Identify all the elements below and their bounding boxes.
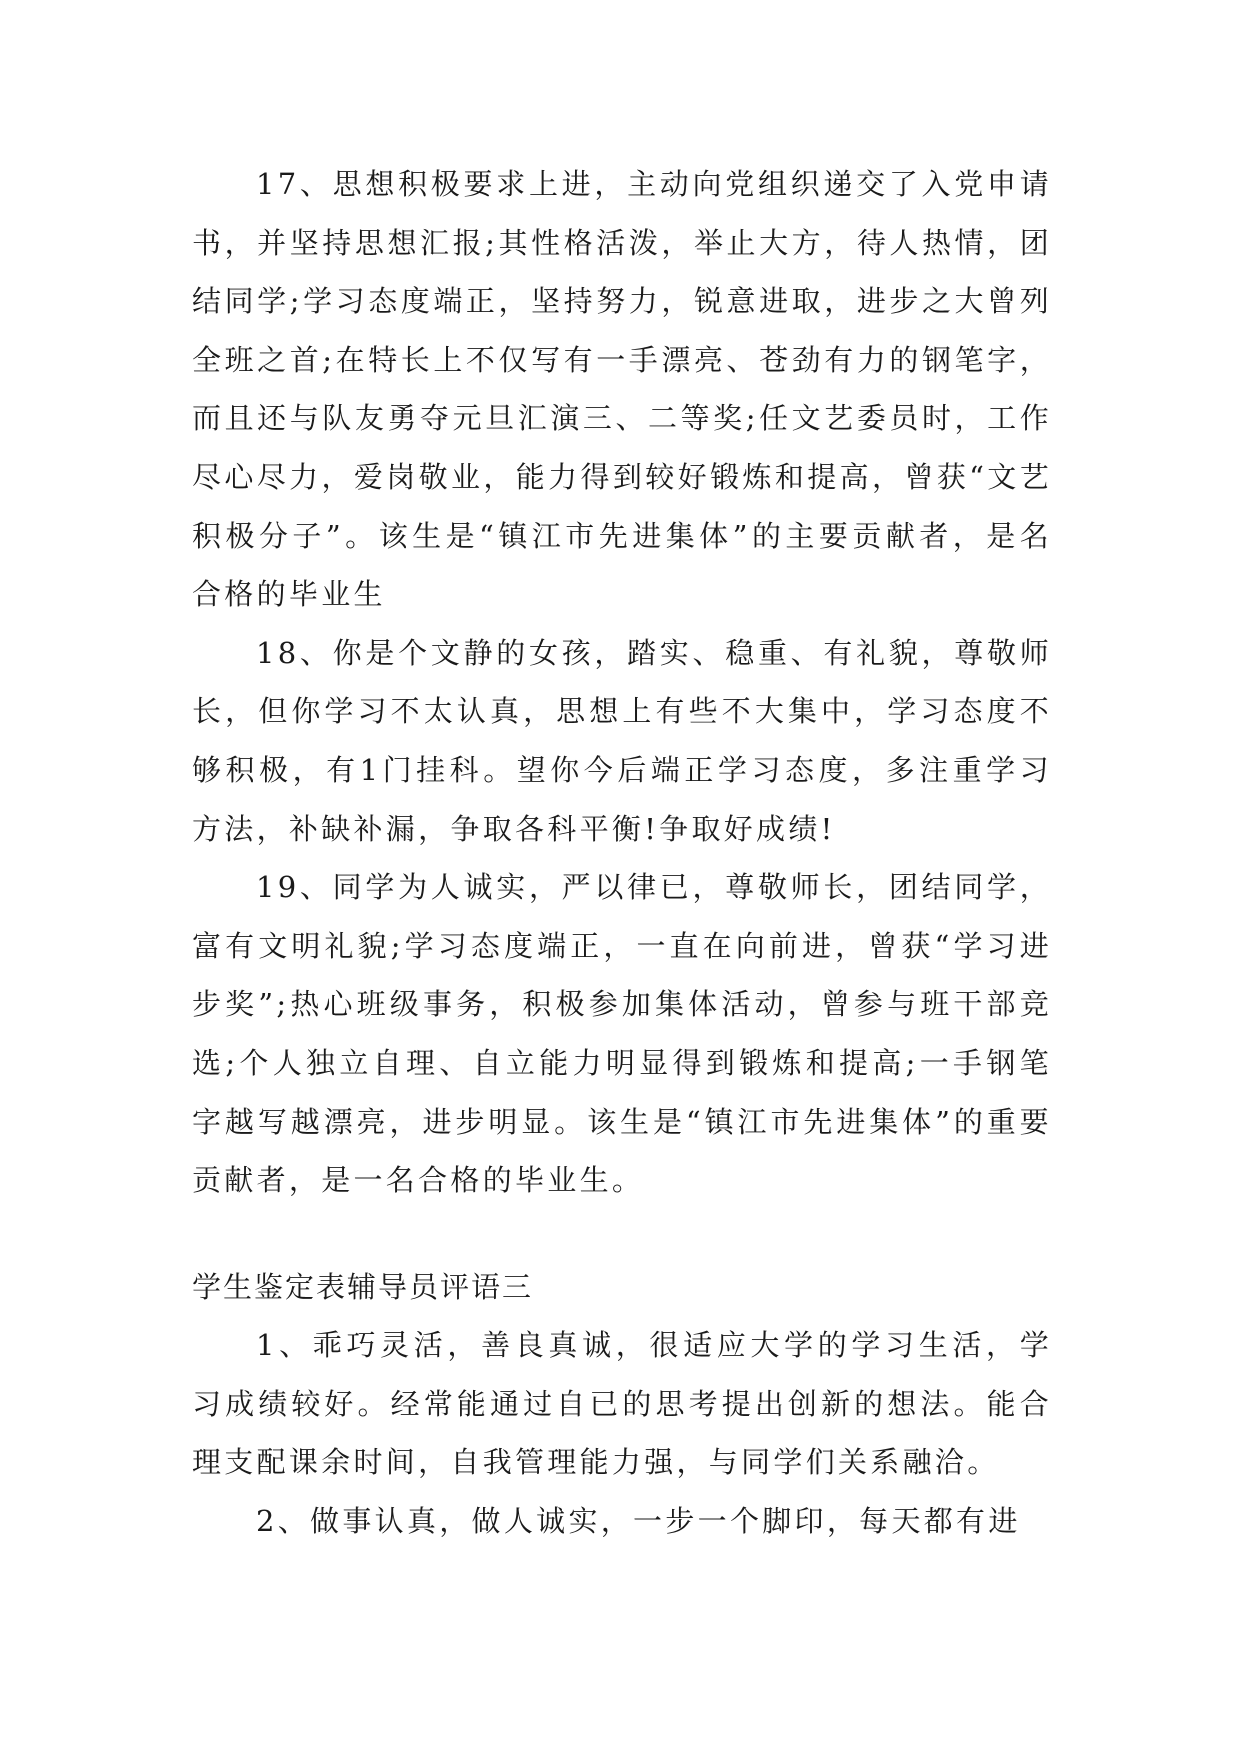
paragraph-18: 18、你是个文静的女孩，踏实、稳重、有礼貌，尊敬师长，但你学习不太认真，思想上有些不大集中，学习态度不够积极，有1门挂科。望你今后端正学习态度，多注重学习方法，补缺补漏，争取各科平衡!争取好成绩! bbox=[192, 635, 1052, 846]
document-page bbox=[192, 155, 1052, 1551]
section-heading: 学生鉴定表辅导员评语三 bbox=[192, 1269, 534, 1304]
paragraph-1: 1、乖巧灵活，善良真诚，很适应大学的学习生活，学习成绩较好。经常能通过自已的思考提出创新的想法。能合理支配课余时间，自我管理能力强，与同学们关系融洽。 bbox=[192, 1328, 1052, 1480]
paragraph-19: 19、同学为人诚实，严以律已，尊敬师长，团结同学，富有文明礼貌;学习态度端正，一直在向前进，曾获“学习进步奖”;热心班级事务，积极参加集体活动，曾参与班干部竞选;个人独立自理、自立能力明显得到锻炼和提高;一手钢笔字越写越漂亮，进步明显。该生是“镇江市先进集体”的重要贡献者，是一名合格的毕业生。 bbox=[192, 870, 1052, 1198]
paragraph-17: 17、思想积极要求上进，主动向党组织递交了入党申请书，并坚持思想汇报;其性格活泼，举止大方，待人热情，团结同学;学习态度端正，坚持努力，锐意进取，进步之大曾列全班之首;在特长上不仅写有一手漂亮、苍劲有力的钢笔字，而且还与队友勇夺元旦汇演三、二等奖;任文艺委员时，工作尽心尽力，爱岗敬业，能力得到较好锻炼和提高，曾获“文艺积极分子”。该生是“镇江市先进集体”的主要贡献者，是名合格的毕业生 bbox=[192, 167, 1052, 612]
paragraph-2: 2、做事认真，做人诚实，一步一个脚印，每天都有进 bbox=[256, 1504, 1021, 1539]
